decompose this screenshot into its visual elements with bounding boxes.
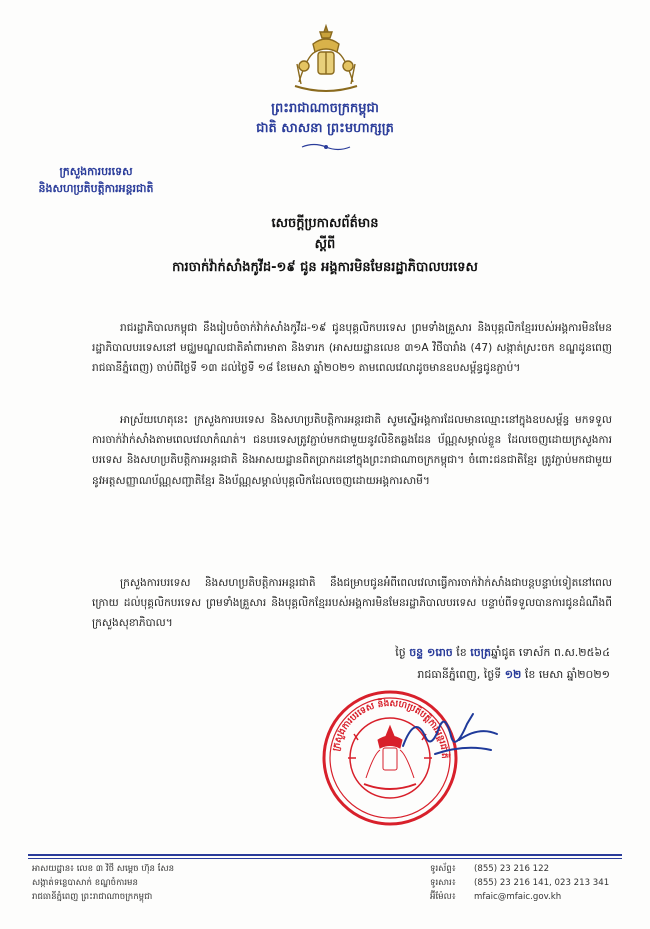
footer-divider-thin — [28, 858, 622, 859]
seal-ring-text: ក្រសួងការបរទេស និងសហប្រតិបត្តិការអន្តរជាតិ — [331, 698, 450, 759]
document-subject: ការចាក់វ៉ាក់សាំងកូវីដ-១៩ ជូន អង្គការមិនមែនរដ្ឋាភិបាលបរទេស — [172, 260, 478, 275]
lunar-date-prefix: ថ្ងៃ — [395, 646, 406, 659]
lunar-month: ចេត្រ — [470, 646, 491, 659]
body-paragraph-3: ក្រសួងការបរទេស និងសហប្រតិបត្តិការអន្តរជាតិ នឹងជម្រាបជូនអំពីពេលវេលាធ្វើការចាក់វ៉ាក់សាំងជាបន្តបន្ទាប់ទៀតនៅពេលក្រោយ ដល់បុគ្គលិកបរទេស ព្រមទាំងគ្រួសារ និងបុគ្គលិកខ្មែររបស់អង្គការមិនមែនរដ្ឋាភិបាលបរទេស បន្ទាប់ពីទទួលបានការជូនដំណឹងពីក្រសួងសុខាភិបាល។ — [92, 577, 612, 630]
lunar-month-prefix: ខែ — [456, 646, 467, 659]
lunar-date — [190, 646, 610, 662]
signature-icon — [395, 706, 505, 761]
document-subtitle: ស្តីពី — [314, 237, 336, 252]
footer-divider — [28, 854, 622, 856]
email-label: អ៊ីម៉ែល៖ — [430, 892, 456, 902]
address-line-3: រាជធានីភ្នំពេញ ព្រះរាជាណាចក្រកម្ពុជា — [32, 892, 153, 902]
lunar-year: ឆ្នាំជូត ទោស័ក ព.ស.២៥៦៤ — [491, 646, 610, 659]
fax-label: ទូរសារ៖ — [430, 878, 456, 888]
national-motto: ជាតិ សាសនា ព្រះមហាក្សត្រ — [256, 121, 394, 136]
body-paragraph-1: រាជរដ្ឋាភិបាលកម្ពុជា នឹងរៀបចំចាក់វ៉ាក់សាំងកូវីដ-១៩ ជូនបុគ្គលិកបរទេស ព្រមទាំងគ្រួសារ និងបុគ្គលិកខ្មែររបស់អង្គការមិនមែនរដ្ឋាភិបាលបរទេសនៅ មជ្ឈមណ្ឌលជាតិគាំពារមាតា និងទារក (អាសយដ្ឋានលេខ ៣១A វិថីបារាំង (47) សង្កាត់ស្រះចក ខណ្ឌដូនពេញ រាជធានីភ្នំពេញ) ចាប់ពីថ្ងៃទី ១៣ ដល់ថ្ងៃទី ១៨ ខែមេសា ឆ្នាំ២០២១ តាមពេលវេលាដូចមានឧបសម្ព័ន្ធជូនភ្ជាប់។ — [92, 322, 612, 375]
ministry-name: ក្រសួងការបរទេស — [59, 165, 133, 178]
document-title: សេចក្តីប្រកាសព័ត៌មាន — [271, 216, 379, 231]
gregorian-day: ១២ — [504, 668, 522, 681]
phone-label: ទូរស័ព្ទ៖ — [430, 864, 456, 874]
address-label: អាសយដ្ឋាន៖ — [32, 864, 74, 874]
footer-address — [32, 862, 332, 904]
body-paragraph-2: អាស្រ័យហេតុនេះ ក្រសួងការបរទេស និងសហប្រតិបត្តិការអន្តរជាតិ សូមស្នើអង្គការដែលមានឈ្មោះនៅក្នុងឧបសម្ព័ន្ធ មកទទួលការចាក់វ៉ាក់សាំងតាមពេលវេលាកំណត់។ ជនបរទេសត្រូវភ្ជាប់មកជាមួយនូវលិខិតឆ្លងដែន ប័ណ្ណសម្គាល់ខ្លួន ដែលចេញដោយក្រសួងការបរទេស និងសហប្រតិបត្តិការអន្តរជាតិ និងអាសយដ្ឋានពិតប្រាកដនៅក្នុងព្រះរាជាណាចក្រកម្ពុជា។ ចំពោះជនជាតិខ្មែរ ត្រូវភ្ជាប់មកជាមួយនូវអត្តសញ្ញាណប័ណ្ណសញ្ជាតិខ្មែរ និងប័ណ្ណសម្គាល់បុគ្គលិកដែលចេញដោយអង្គការសាមី។ — [92, 414, 612, 487]
royal-emblem-icon — [287, 22, 365, 94]
footer-contacts — [430, 862, 630, 904]
ornament-divider-icon — [300, 142, 352, 152]
fax-number: (855) 23 216 141, 023 213 341 — [474, 878, 610, 888]
city-date-prefix: រាជធានីភ្នំពេញ, ថ្ងៃទី — [417, 668, 502, 681]
kingdom-name: ព្រះរាជាណាចក្រកម្ពុជា — [271, 101, 379, 116]
phone-number: (855) 23 216 122 — [474, 864, 550, 874]
email-address: mfaic@mfaic.gov.kh — [474, 892, 562, 902]
lunar-day: ចន្ទ ១រោច — [409, 646, 453, 659]
address-line-1: លេខ ៣ វិថី សម្តេច ហ៊ុន សែន — [76, 864, 175, 874]
gregorian-month-year: ខែ មេសា ឆ្នាំ២០២១ — [524, 668, 610, 681]
ministry-name-cont: និងសហប្រតិបត្តិការអន្តរជាតិ — [38, 182, 154, 195]
gregorian-date — [190, 668, 610, 684]
address-line-2: សង្កាត់ទន្លេបាសាក់ ខណ្ឌចំការមន — [32, 878, 138, 888]
